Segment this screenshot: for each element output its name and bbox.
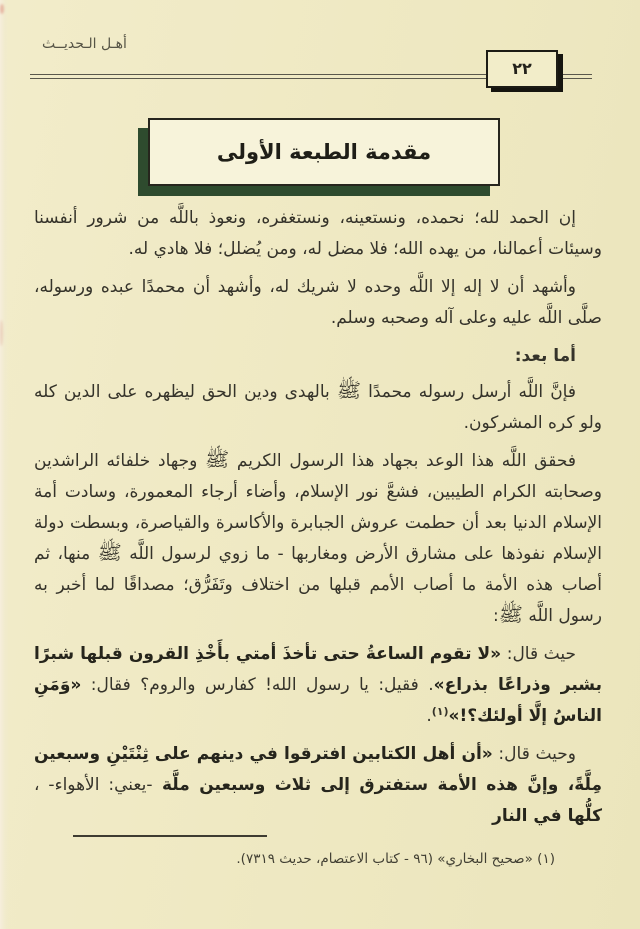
gloss-segment: -يعني: الأهواء- ،: [34, 775, 153, 795]
text-segment: بالهدى ودين الحق ليظهره على الدين كله ولو كره المشركون.: [34, 382, 602, 433]
paragraph-risala: [34, 377, 602, 439]
footnote: [60, 848, 555, 870]
hadith-quote: «أن أهل الكتابين افترقوا في دينهم على ثِنْتَيْنِ وسبعين مِلَّةً، وإنَّ هذه الأمة ستفترق إلى ثلاث وسبعين ملَّة: [34, 744, 602, 795]
saw-seal-icon: ﷺ: [205, 447, 230, 471]
text-segment: فحقق اللَّه هذا الوعد بجهاد هذا الرسول الكريم: [229, 451, 576, 471]
hadith-quote: «لا تقوم الساعةُ حتى تأخذَ أمتي بأَخْذِ القرون قبلها شبرًا بشبر وذراعًا بذراع»: [34, 644, 602, 695]
saw-seal-icon: ﷺ: [498, 602, 523, 626]
scan-edge-artifact: [0, 0, 9, 929]
paragraph-shahada: وأشهد أن لا إله إلا اللَّه وحده لا شريك له، وأشهد أن محمدًا عبده ورسوله، صلَّى اللَّه عليه وعلى آله وصحبه وسلم.: [34, 277, 602, 328]
section-title-box: [148, 118, 500, 186]
page-number-box: [486, 50, 558, 88]
text-segment: منها، ثم أصاب هذه الأمة ما أصاب الأمم قبلها من اختلاف وتَفَرُّق؛ مصداقًا لما أخبر به رسول اللَّه: [34, 544, 602, 626]
text-segment: فإنَّ اللَّه أرسل رسوله محمدًا: [361, 382, 576, 402]
footnote-reference: (١): [431, 705, 449, 718]
hadith-quote: كلُّها في النار: [492, 806, 602, 826]
text-segment: . فقيل: يا رسول الله! كفارس والروم؟ فقال:: [81, 675, 434, 695]
saw-seal-icon: ﷺ: [97, 540, 122, 564]
text-segment: حيث قال:: [501, 644, 577, 664]
header-rule-left: [30, 74, 486, 79]
saw-seal-icon: ﷺ: [336, 378, 362, 402]
text-segment: وحيث قال:: [492, 744, 577, 764]
body-text: [34, 203, 602, 839]
paragraph-hamdala: إن الحمد لله؛ نحمده، ونستعينه، ونستغفره، ونعوذ باللَّه من شرور أنفسنا وسيئات أعمالنا، من يهده الله؛ فلا مضل له، ومن يُضلل؛ فلا هادي له.: [34, 208, 602, 259]
hadith-quote: «وَمَنِ الناسُ إلَّا أولئك؟!»: [34, 675, 602, 726]
paragraph-jihad: [34, 446, 602, 632]
running-title: أهـل الـحديــث: [42, 36, 127, 52]
footnote-separator: [73, 835, 267, 837]
header-rule-right: [558, 74, 592, 79]
section-title: مقدمة الطبعة الأولى: [216, 140, 432, 164]
paragraph-hadith-1: [34, 639, 602, 732]
footnote-text: «صحيح البخاري» (٩٦ - كتاب الاعتصام، حديث ٧٣١٩).: [236, 851, 533, 867]
text-segment: وجهاد خلفائه الراشدين وصحابته الكرام الطيبين، فشعَّ نور الإسلام، وأضاء أرجاء المعمورة، وسادت أمة الإسلام الدنيا بعد أن حطمت عروش الجبابرة والأكاسرة والقياصرة، وبسطت دولة الإسلام نفوذها على مشارق الأرض ومغاربها - ما زوي لرسول اللَّه: [34, 451, 602, 564]
text-segment: :: [493, 606, 499, 626]
text-segment: .: [426, 706, 432, 726]
page-number: ٢٢: [512, 59, 532, 78]
paragraph-amma-bad: أما بعد:: [514, 346, 576, 366]
footnote-marker: (١): [532, 851, 555, 867]
paragraph-hadith-2: [34, 739, 602, 832]
